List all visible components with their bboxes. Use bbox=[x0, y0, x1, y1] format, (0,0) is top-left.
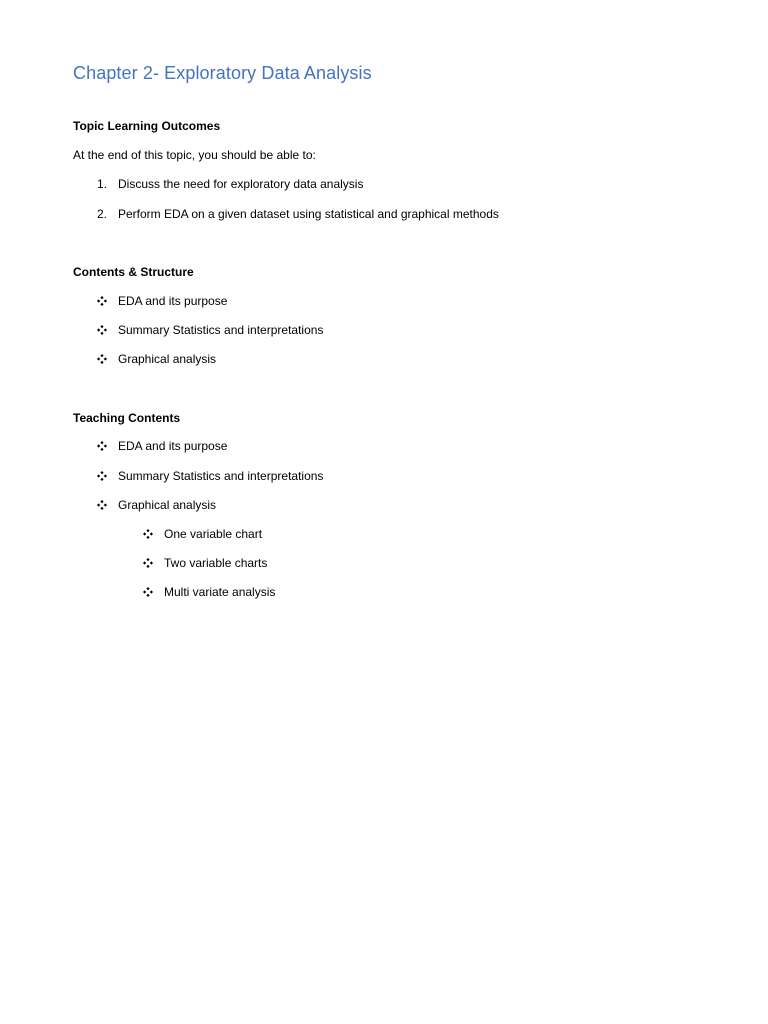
four-diamond-bullet-icon bbox=[97, 325, 107, 335]
teaching-item bbox=[0, 496, 768, 514]
teaching-sub-text: One variable chart bbox=[164, 527, 263, 541]
structure-item bbox=[0, 292, 768, 310]
teaching-sub-item bbox=[0, 554, 768, 572]
structure-text: Graphical analysis bbox=[118, 352, 217, 366]
four-diamond-bullet-icon bbox=[97, 296, 107, 306]
list-number: 2. bbox=[97, 207, 108, 221]
teaching-sub-item bbox=[0, 583, 768, 601]
teaching-sub-text: Two variable charts bbox=[164, 556, 268, 570]
four-diamond-bullet-icon bbox=[97, 500, 107, 510]
teaching-text: EDA and its purpose bbox=[118, 439, 228, 453]
structure-item bbox=[0, 350, 768, 368]
chapter-title: Chapter 2- Exploratory Data Analysis bbox=[73, 63, 372, 83]
teaching-item bbox=[0, 467, 768, 485]
structure-item bbox=[0, 321, 768, 339]
structure-text: EDA and its purpose bbox=[118, 294, 228, 308]
four-diamond-bullet-icon bbox=[97, 441, 107, 451]
outcome-item bbox=[0, 175, 768, 193]
teaching-sub-item bbox=[0, 525, 768, 543]
teaching-text: Graphical analysis bbox=[118, 498, 217, 512]
outcomes-heading: Topic Learning Outcomes bbox=[73, 119, 221, 133]
outcome-text: Discuss the need for exploratory data analysis bbox=[118, 177, 364, 191]
outcomes-intro: At the end of this topic, you should be able to: bbox=[73, 148, 316, 162]
teaching-heading: Teaching Contents bbox=[73, 411, 181, 425]
list-number: 1. bbox=[97, 177, 108, 191]
four-diamond-bullet-icon bbox=[143, 558, 153, 568]
teaching-item bbox=[0, 437, 768, 455]
teaching-sub-text: Multi variate analysis bbox=[164, 585, 276, 599]
structure-heading: Contents & Structure bbox=[73, 265, 194, 279]
outcome-item bbox=[0, 205, 768, 223]
four-diamond-bullet-icon bbox=[143, 587, 153, 597]
four-diamond-bullet-icon bbox=[143, 529, 153, 539]
structure-text: Summary Statistics and interpretations bbox=[118, 323, 324, 337]
teaching-text: Summary Statistics and interpretations bbox=[118, 469, 324, 483]
four-diamond-bullet-icon bbox=[97, 471, 107, 481]
outcome-text: Perform EDA on a given dataset using statistical and graphical methods bbox=[118, 207, 499, 221]
four-diamond-bullet-icon bbox=[97, 354, 107, 364]
